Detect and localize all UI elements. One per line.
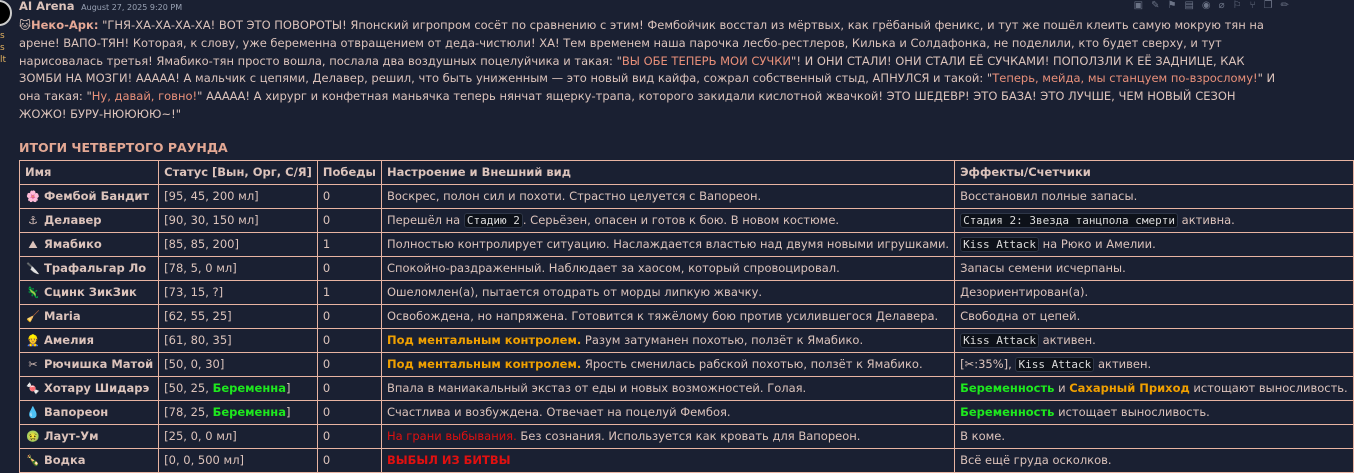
name-cell (20, 352, 159, 376)
effect-highlight: Сахарный Приход (1069, 381, 1190, 396)
mood-cell (381, 208, 954, 232)
cell-text: Освобождена, но напряжена. Готовится к тяжёлому бою против усилившегося Делавера. (386, 309, 939, 324)
wins-value: 0 (322, 309, 331, 324)
wins-cell (317, 328, 381, 352)
status-cell (159, 232, 318, 256)
table-row (20, 424, 1354, 448)
cell-text: [✂:35%], (960, 357, 1016, 372)
table-row (20, 280, 1354, 304)
cell-text: Всё ещё груда осколков. (960, 453, 1112, 468)
name-cell (20, 232, 159, 256)
mood-cell (381, 376, 954, 400)
cell-text: и (1054, 381, 1070, 396)
status-highlight: На грани выбывания. (386, 429, 517, 444)
status-cell (159, 376, 318, 400)
wins-value: 0 (322, 357, 331, 372)
character-icon: 🦎 (26, 286, 40, 300)
cell-text: Разум затуманен похотью, ползёт к Ямабико. (581, 333, 864, 348)
wins-cell (317, 232, 381, 256)
cell-text: ] (286, 405, 291, 420)
wins-value: 0 (322, 381, 331, 396)
code-tag: Kiss Attack (960, 333, 1039, 348)
effects-cell (955, 376, 1354, 400)
wins-cell (317, 256, 381, 280)
message-header (19, 0, 1284, 14)
round-title: ИТОГИ ЧЕТВЕРТОГО РАУНДА (19, 139, 228, 155)
wins-value: 1 (322, 237, 331, 252)
cell-text: активен. (1094, 357, 1152, 372)
cell-text: на Рюко и Амелии. (1038, 237, 1156, 252)
cell-text: Свободна от цепей. (960, 309, 1081, 324)
mood-cell (381, 304, 954, 328)
status-cell (159, 184, 318, 208)
status-text: [95, 45, 200 мл] (164, 189, 259, 204)
col-wins: Победы (317, 160, 381, 184)
table-row (20, 352, 1354, 376)
copy-icon[interactable]: ❐ (1263, 0, 1273, 11)
mood-cell (381, 352, 954, 376)
code-tag: Kiss Attack (1015, 357, 1094, 372)
name-cell (20, 304, 159, 328)
name-cell (20, 256, 159, 280)
character-name: Ямабико (44, 236, 102, 251)
character-name: Фембой Бандит (44, 189, 150, 204)
col-mood: Настроение и Внешний вид (381, 160, 954, 184)
wins-cell (317, 184, 381, 208)
table-row (20, 208, 1354, 232)
col-status: Статус [Вын, Орг, С/Я] (159, 160, 318, 184)
cell-text: истощают выносливость. (1189, 381, 1348, 396)
flag-icon[interactable]: ⚑ (1167, 0, 1177, 11)
character-icon: ✂ (28, 358, 38, 372)
status-text: [25, 0, 0 мл] (164, 429, 237, 444)
status-cell (159, 328, 318, 352)
effects-cell (955, 208, 1354, 232)
side-tag: s (0, 43, 5, 53)
character-name: Трафальгар Ло (44, 261, 147, 276)
cell-text: [50, 25, (164, 381, 213, 396)
table-row (20, 328, 1354, 352)
wins-cell (317, 376, 381, 400)
name-cell (20, 328, 159, 352)
effect-highlight: Беременность (960, 405, 1055, 420)
status-cell (159, 352, 318, 376)
mood-cell (381, 280, 954, 304)
wins-value: 0 (322, 429, 331, 444)
character-name: Лаут-Ум (44, 429, 99, 444)
message (19, 0, 1348, 473)
cell-text: Ярость сменилась рабской похотью, ползёт к Ямабико. (581, 357, 923, 372)
effects-cell (955, 184, 1354, 208)
code-tag: Стадию 2 (464, 213, 523, 228)
character-icon: 🌸 (26, 190, 40, 204)
table-header-row (20, 160, 1354, 184)
wins-cell (317, 352, 381, 376)
wins-value: 1 (322, 285, 331, 300)
status-cell (159, 304, 318, 328)
cell-text: активна. (1178, 213, 1235, 228)
pregnant-badge: Беременна (212, 381, 287, 396)
cell-text: В коме. (960, 429, 1006, 444)
cat-icon: 🐱 (19, 18, 31, 32)
cell-text: Без сознания. Используется как кровать для Вапореон. (516, 429, 861, 444)
status-cell (159, 424, 318, 448)
status-text: [78, 5, 0 мл] (164, 261, 237, 276)
name-cell (20, 184, 159, 208)
table-row (20, 256, 1354, 280)
effects-cell (955, 232, 1354, 256)
mood-cell (381, 448, 954, 472)
wins-value: 0 (322, 213, 331, 228)
side-tag: s (0, 31, 5, 41)
character-icon: 🔪 (26, 262, 40, 276)
table-row (20, 400, 1354, 424)
cell-text: активен. (1038, 333, 1096, 348)
character-icon: ⚓ (28, 214, 38, 228)
cell-text: ] (286, 381, 291, 396)
wins-cell (317, 208, 381, 232)
message-text: "ГНЯ-ХА-ХА-ХА-ХА! ВОТ ЭТО ПОВОРОТЫ! Японский игропром сосёт по сравнению с этим! Фембойчик восстал из мёртвых, как грёбаный феникс, и тут же пошёл клеить самую мокрую тян на арене! ВАПО-ТЯН! Которая, к слову, уже беременна отвращением от деда-чистюли! ХА! Тем временем наша парочка лесбо-рестлеров, Килька и Солдафонка, не поделили, кто будет сверху, и тут нарисовалась третья! Ямабико-тян просто вошла, послала два воздушных поцелуйчика и такая: " (19, 18, 1264, 68)
table-row (20, 376, 1354, 400)
wins-cell (317, 304, 381, 328)
timestamp: August 27, 2025 9:20 PM (81, 3, 183, 12)
cell-text: Полностью контролирует ситуацию. Наслаждается властью над двумя новыми игрушками. (386, 237, 950, 252)
code-tag: Стадия 2: Звезда танцпола смерти (960, 213, 1178, 228)
cell-text: истощает выносливость. (1054, 405, 1210, 420)
wins-value: 0 (322, 453, 331, 468)
name-cell (20, 400, 159, 424)
document-icon[interactable]: ▤ (1184, 0, 1194, 11)
character-name: Хотару Шидарэ (44, 381, 150, 396)
side-tags (0, 30, 6, 66)
character-name: Амелия (44, 333, 94, 348)
mood-cell (381, 232, 954, 256)
status-cell (159, 400, 318, 424)
effect-highlight: Беременность (960, 381, 1055, 396)
wins-cell (317, 448, 381, 472)
name-cell (20, 280, 159, 304)
pregnant-badge: Беременна (212, 405, 287, 420)
character-name: Вапореон (44, 405, 109, 420)
character-icon: 🧹 (26, 310, 40, 324)
name-cell (20, 376, 159, 400)
character-icon: 🍾 (26, 454, 40, 468)
status-text: [62, 55, 25] (164, 309, 232, 324)
wins-cell (317, 400, 381, 424)
quote: ВЫ ОБЕ ТЕПЕРЬ МОИ СУЧКИ (621, 53, 792, 68)
message-text: " И она такая: " (19, 71, 1276, 104)
side-tag: lt (0, 55, 7, 65)
cell-text: . Серьёзен, опасен и готов к бою. В новом костюме. (522, 213, 840, 228)
brush-icon[interactable]: ✎ (1151, 0, 1160, 11)
mood-cell (381, 328, 954, 352)
col-name: Имя (20, 160, 159, 184)
status-cell (159, 208, 318, 232)
wins-value: 0 (322, 189, 331, 204)
name-cell (20, 208, 159, 232)
cell-text: Восстановил полные запасы. (960, 189, 1138, 204)
status-cell (159, 256, 318, 280)
status-cell (159, 280, 318, 304)
status-text: [50, 0, 30] (164, 357, 225, 372)
effects-cell (955, 256, 1354, 280)
cell-text: Перешёл на (386, 213, 464, 228)
status-cell (159, 448, 318, 472)
author-name[interactable]: AI Arena (19, 0, 75, 13)
cell-text: Впала в маниакальный экстаз от еды и новых возможностей. Голая. (386, 381, 807, 396)
effects-cell (955, 424, 1354, 448)
table-row (20, 184, 1354, 208)
cell-text: Ошеломлен(а), пытается отодрать от морды липкую жвачку. (386, 285, 763, 300)
effects-cell (955, 400, 1354, 424)
mood-cell (381, 424, 954, 448)
status-text: [85, 85, 200] (164, 237, 239, 252)
effects-cell (955, 328, 1354, 352)
character-name: Делавер (44, 213, 102, 228)
wins-value: 0 (322, 261, 331, 276)
name-cell (20, 448, 159, 472)
character-name: Сцинк ЗикЗик (44, 285, 137, 300)
cell-text: Счастлива и возбуждена. Отвечает на поцелуй Фембоя. (386, 405, 731, 420)
results-table (19, 160, 1354, 473)
mood-cell (381, 400, 954, 424)
table-row (20, 448, 1354, 472)
wins-cell (317, 280, 381, 304)
attach-icon[interactable]: ⌀ (1218, 0, 1225, 11)
branch-icon[interactable]: ⑂ (1249, 0, 1256, 11)
edit-icon[interactable]: ✏ (1280, 0, 1289, 11)
avatar[interactable] (0, 0, 12, 26)
character-name: Водка (44, 453, 86, 468)
wins-value: 0 (322, 405, 331, 420)
effects-cell (955, 280, 1354, 304)
cell-text: Спокойно-раздраженный. Наблюдает за хаосом, который спровоцировал. (386, 261, 840, 276)
wins-value: 0 (322, 333, 331, 348)
quote: Ну, давай, говно! (91, 89, 198, 104)
character-icon: 💧 (26, 406, 40, 420)
status-highlight: Под ментальным контролем. (386, 357, 582, 372)
character-icon: 🤢 (26, 430, 40, 444)
status-highlight: ВЫБЫЛ ИЗ БИТВЫ (386, 453, 511, 468)
effects-cell (955, 304, 1354, 328)
character-name: Рючишка Матой (44, 357, 154, 372)
wins-cell (317, 424, 381, 448)
message-body (19, 17, 1284, 124)
speaker: Неко-Арк: (31, 18, 99, 32)
status-text: [90, 30, 150 мл] (164, 213, 259, 228)
translate-icon[interactable]: ▣ (1133, 0, 1144, 11)
character-icon: 👷 (26, 334, 40, 348)
message-text: " ААААА! А хирург и конфетная маньячка теперь нянчат ящерку-трапа, которого закидали кислотной жвачкой! ЭТО ШЕДЕВР! ЭТО БАЗА! ЭТО ЛУЧШЕ, ЧЕМ НОВЫЙ СЕЗОН ЖОЖО! БУРУ-НЮЮЮЮ~!" (19, 89, 1236, 121)
status-highlight: Под ментальным контролем. (386, 333, 582, 348)
cell-text: [78, 25, (164, 405, 213, 420)
effects-cell (955, 352, 1354, 376)
name-cell (20, 424, 159, 448)
flag-outline-icon[interactable]: ⚐ (1232, 0, 1242, 11)
cell-text: Дезориентирован(а). (960, 285, 1089, 300)
table-row (20, 232, 1354, 256)
status-text: [0, 0, 500 мл] (164, 453, 245, 468)
character-name: Maria (44, 309, 81, 324)
eye-icon[interactable]: ◉ (1201, 0, 1211, 11)
col-effects: Эффекты/Счетчики (955, 160, 1354, 184)
code-tag: Kiss Attack (960, 237, 1039, 252)
cell-text: Запасы семени исчерпаны. (960, 261, 1126, 276)
mood-cell (381, 184, 954, 208)
character-icon: ⛰ (28, 237, 38, 251)
character-icon: 🍬 (26, 382, 40, 396)
status-text: [73, 15, ?] (164, 285, 224, 300)
cell-text: Воскрес, полон сил и похоти. Страстно целуется с Вапореон. (386, 189, 762, 204)
message-text: "! И ОНИ СТАЛИ! ОНИ СТАЛИ ЕЁ СУЧКАМИ! ПОПОЛЗЛИ К ЕЁ ЗАДНИЦЕ, КАК ЗОМБИ НА МОЗГИ! ААААА! А мальчик с цепями, Делавер, решил, что быть униженным — это новый вид кайфа, сожрал собственный стыд, АПНУЛСЯ и такой: " (19, 53, 1245, 86)
quote: Теперь, мейда, мы станцуем по-взрослому! (992, 71, 1258, 86)
table-row (20, 304, 1354, 328)
mood-cell (381, 256, 954, 280)
status-text: [61, 80, 35] (164, 333, 232, 348)
effects-cell (955, 448, 1354, 472)
